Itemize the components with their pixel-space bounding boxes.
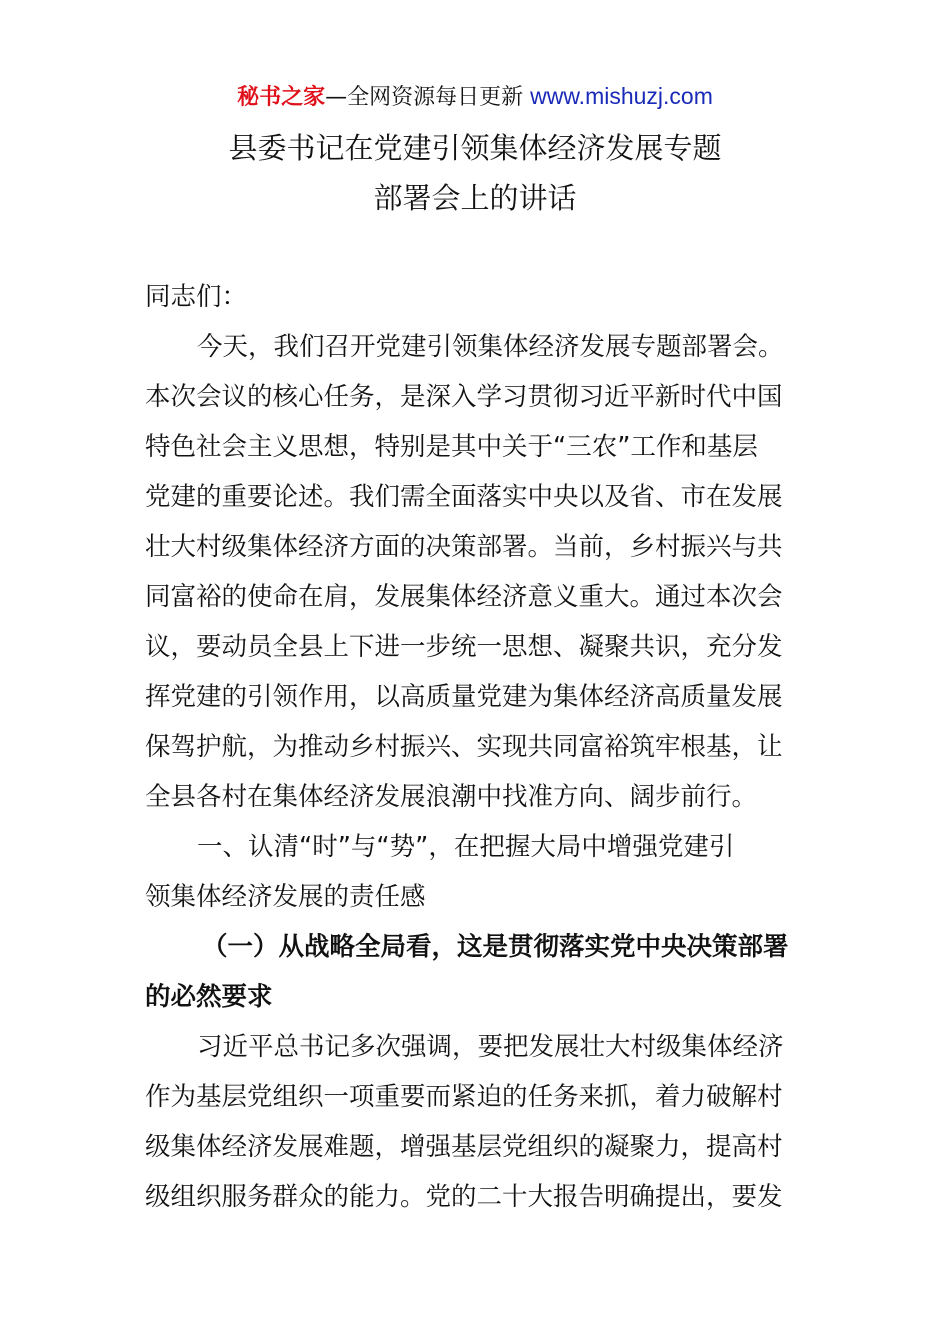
- site-url-link[interactable]: www.mishuzj.com: [530, 83, 713, 109]
- subsection-heading-line: 的必然要求: [145, 982, 273, 1012]
- paragraph-line: 全县各村在集体经济发展浪潮中找准方向、阔步前行。: [145, 782, 758, 812]
- brand-name: 秘书之家: [237, 85, 326, 110]
- section-heading-line: 领集体经济发展的责任感: [145, 882, 426, 912]
- paragraph-line: 同富裕的使命在肩，发展集体经济意义重大。通过本次会: [145, 582, 783, 612]
- paragraph-line: 保驾护航，为推动乡村振兴、实现共同富裕筑牢根基，让: [145, 732, 783, 762]
- document-title-line-2: 部署会上的讲话: [373, 181, 577, 215]
- paragraph-line: 今天，我们召开党建引领集体经济发展专题部署会。: [197, 332, 784, 362]
- section-heading-line: 一、认清“时”与“势”，在把握大局中增强党建引: [197, 832, 735, 862]
- paragraph-line: 级集体经济发展难题，增强基层党组织的凝聚力，提高村: [145, 1132, 783, 1162]
- header-tagline: —全网资源每日更新: [325, 85, 531, 110]
- paragraph-line: 级组织服务群众的能力。党的二十大报告明确提出，要发: [145, 1182, 783, 1212]
- salutation: 同志们：: [145, 282, 248, 312]
- paragraph-line: 本次会议的核心任务，是深入学习贯彻习近平新时代中国: [145, 382, 783, 412]
- paragraph-line: 壮大村级集体经济方面的决策部署。当前，乡村振兴与共: [145, 532, 783, 562]
- document-body: [145, 277, 810, 1227]
- site-header-banner: [0, 80, 950, 114]
- paragraph-line: 特色社会主义思想，特别是其中关于“三农”工作和基层: [145, 432, 758, 462]
- document-title-line-1: 县委书记在党建引领集体经济发展专题: [228, 131, 722, 165]
- subsection-heading-line: （一）从战略全局看，这是贯彻落实党中央决策部署: [202, 932, 789, 962]
- paragraph-line: 议，要动员全县上下进一步统一思想、凝聚共识，充分发: [145, 632, 783, 662]
- paragraph-line: 挥党建的引领作用，以高质量党建为集体经济高质量发展: [145, 682, 783, 712]
- paragraph-line: 作为基层党组织一项重要而紧迫的任务来抓，着力破解村: [145, 1082, 783, 1112]
- paragraph-line: 习近平总书记多次强调，要把发展壮大村级集体经济: [197, 1032, 784, 1062]
- paragraph-line: 党建的重要论述。我们需全面落实中央以及省、市在发展: [145, 482, 783, 512]
